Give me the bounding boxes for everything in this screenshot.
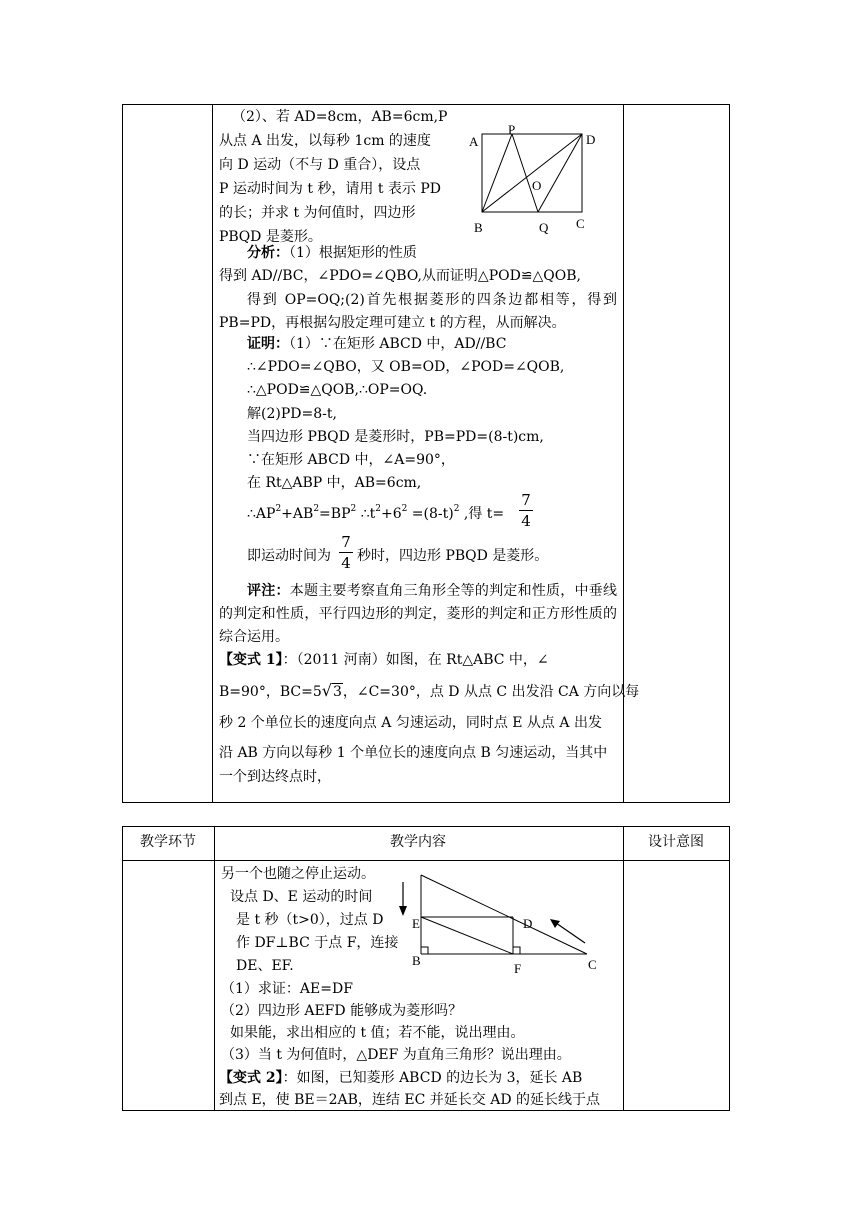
fraction-answer: [339, 533, 353, 572]
variant2-line-2: 到点 E，使 BE＝2AB，连结 EC 并延长交 AD 的延长线于点: [219, 1092, 600, 1108]
segment-ef: [421, 917, 513, 954]
variant2-line-1: [219, 1067, 582, 1089]
variant1-label: 【变式 1】: [219, 652, 283, 668]
variant1-text-a: ：（2011 河南）如图，在 Rt△ABC 中，∠: [282, 652, 549, 668]
header-divider: [123, 860, 729, 861]
col-divider-1: [212, 105, 213, 802]
analysis-text-1: （1）根据矩形的性质: [289, 245, 417, 261]
eq-part-8t: =(8-t): [411, 506, 454, 522]
problem-line-4: P 运动时间为 t 秒，请用 t 表示 PD: [219, 181, 442, 197]
eq-sup-4: 2: [375, 504, 381, 514]
comment-paragraph: [219, 580, 617, 649]
fig2-label-f: F: [514, 961, 522, 974]
analysis-label: 分析：: [247, 245, 289, 261]
question-1: （1）求证：AE=DF: [221, 981, 353, 997]
side-ac: [421, 875, 587, 954]
fig1-label-o: O: [532, 178, 542, 193]
proof-line-1: [247, 333, 506, 355]
frac-denominator: 4: [521, 512, 531, 530]
fig1-label-p: P: [508, 122, 516, 137]
segment-pq: [512, 134, 538, 212]
frac2-bar: [339, 552, 353, 553]
rectangle-figure: [462, 118, 600, 240]
variant2-label: 【变式 2】: [219, 1070, 283, 1086]
right-angle-f: [513, 947, 520, 954]
t2-line-4: 作 DF⊥BC 于点 F，连接: [236, 935, 399, 951]
eq-sup-5: 2: [401, 504, 408, 514]
problem-line-6: PBQD 是菱形。: [219, 229, 322, 245]
fig1-label-q: Q: [539, 220, 549, 235]
col2-divider-2: [623, 827, 624, 1110]
answer-post: 秒时，四边形 PBQD 是菱形。: [357, 548, 549, 564]
eq-part-bp: =BP: [319, 506, 351, 522]
variant1-line-4: 沿 AB 方向以每秒 1 个单位长的速度向点 B 匀速运动，当其中: [219, 745, 608, 761]
eq-sup-3: 2: [350, 504, 357, 514]
equation-line: [247, 503, 504, 525]
fraction-result: [519, 491, 533, 530]
variant1-line-1: [219, 649, 549, 671]
eq-part-ab: +AB: [281, 506, 314, 522]
question-2: （2）四边形 AEFD 能够成为菱形吗？: [221, 1003, 463, 1019]
problem-line-5: 的长；并求 t 为何值时，四边形: [219, 205, 416, 221]
fig1-label-c: C: [576, 216, 585, 231]
fig1-label-d: D: [586, 132, 596, 147]
fig2-label-b: B: [412, 953, 421, 968]
sqrt-sign: √: [321, 681, 332, 700]
proof-line-3: ∴△POD≌△QOB,∴OP=OQ.: [247, 382, 428, 398]
variant1-text-b: B=90°，BC=5: [219, 684, 322, 700]
t2-line-1: 另一个也随之停止运动。: [221, 866, 375, 882]
comment-label: 评注：: [247, 583, 290, 599]
variant1-text-c: ，∠C=30°，点 D 从点 C 出发沿 CA 方向以每: [342, 684, 640, 700]
header-teaching-stage: 教学环节: [140, 834, 196, 850]
question-3: （3）当 t 为何值时，△DEF 为直角三角形？说出理由。: [221, 1047, 571, 1063]
solution-line-1: 解(2)PD=8-t,: [247, 406, 337, 422]
variant1-line-2: [219, 680, 639, 703]
fig2-label-d: D: [523, 916, 533, 931]
problem-line-1: （2）、若 AD=8cm，AB=6cm,P: [232, 109, 448, 125]
answer-pre: 即运动时间为: [247, 548, 331, 564]
frac-numerator: 7: [521, 491, 531, 509]
variant2-text-a: ：如图，已知菱形 ABCD 的边长为 3，延长 AB: [282, 1070, 583, 1086]
proof-text-1: （1）∵在矩形 ABCD 中，AD//BC: [289, 336, 507, 352]
solution-line-2: 当四边形 PBQD 是菱形时，PB=PD=(8-t)cm,: [247, 429, 544, 445]
proof-label: 证明：: [247, 336, 289, 352]
arrow-down-icon: [399, 906, 407, 916]
t2-line-2: 设点 D、E 运动的时间: [230, 889, 373, 905]
problem-line-3: 向 D 运动（不与 D 重合），设点: [219, 157, 421, 173]
arrow-up-left-icon: [550, 919, 560, 928]
eq-part-result: ,得 t=: [463, 506, 505, 522]
arrow-up-shaft: [556, 923, 585, 943]
fig1-label-b: B: [474, 220, 483, 235]
analysis-line-2: 得到 AD//BC，∠PDO=∠QBO,从而证明△POD≌△QOB,: [219, 268, 582, 284]
frac2-numerator: 7: [341, 533, 351, 551]
comment-text: 本题主要考察直角三角形全等的判定和性质，中垂线的判定和性质，平行四边形的判定，菱形的判定和正方形性质的综合运用。: [219, 583, 618, 645]
variant1-line-5: 一个到达终点时，: [219, 769, 331, 785]
question-2b: 如果能，求出相应的 t 值；若不能，说出理由。: [230, 1025, 525, 1041]
variant1-line-3: 秒 2 个单位长的速度向点 A 匀速运动，同时点 E 从点 A 出发: [219, 715, 602, 731]
triangle-figure: [395, 868, 605, 974]
solution-line-4: 在 Rt△ABP 中，AB=6cm,: [247, 475, 422, 491]
frac2-denominator: 4: [341, 554, 351, 572]
problem-line-2: 从点 A 出发，以每秒 1cm 的速度: [219, 133, 431, 149]
fig2-label-c: C: [588, 957, 597, 972]
eq-sup-1: 2: [275, 504, 282, 514]
frac-bar: [519, 510, 533, 511]
eq-sup-2: 2: [313, 504, 320, 514]
t2-line-3: 是 t 秒（t>0），过点 D: [236, 912, 384, 928]
right-angle-b: [421, 947, 428, 954]
segment-qd: [538, 134, 582, 212]
solution-line-3: ∵在矩形 ABCD 中，∠A=90°，: [247, 452, 455, 468]
sqrt-value: 3: [332, 684, 342, 700]
proof-line-2: ∴∠PDO=∠QBO，又 OB=OD，∠POD=∠QOB,: [247, 359, 565, 375]
analysis-paragraph: 得到 OP=OQ;(2)首先根据菱形的四条边都相等，得到 PB=PD，再根据勾股定理可建立 t 的方程，从而解决。: [219, 292, 617, 331]
fig1-label-a: A: [469, 134, 479, 149]
header-design-intent: 设计意图: [648, 834, 704, 850]
eq-part-t: ∴t: [360, 506, 376, 522]
header-teaching-content: 教学内容: [390, 834, 446, 850]
t2-line-5: DE、EF.: [236, 958, 294, 974]
analysis-line-1: [247, 242, 417, 264]
col2-divider-1: [214, 827, 215, 1110]
fig2-label-e: E: [412, 916, 420, 931]
eq-part-ap: ∴AP: [247, 506, 276, 522]
eq-part-6: +6: [380, 506, 402, 522]
eq-sup-6: 2: [453, 504, 460, 514]
